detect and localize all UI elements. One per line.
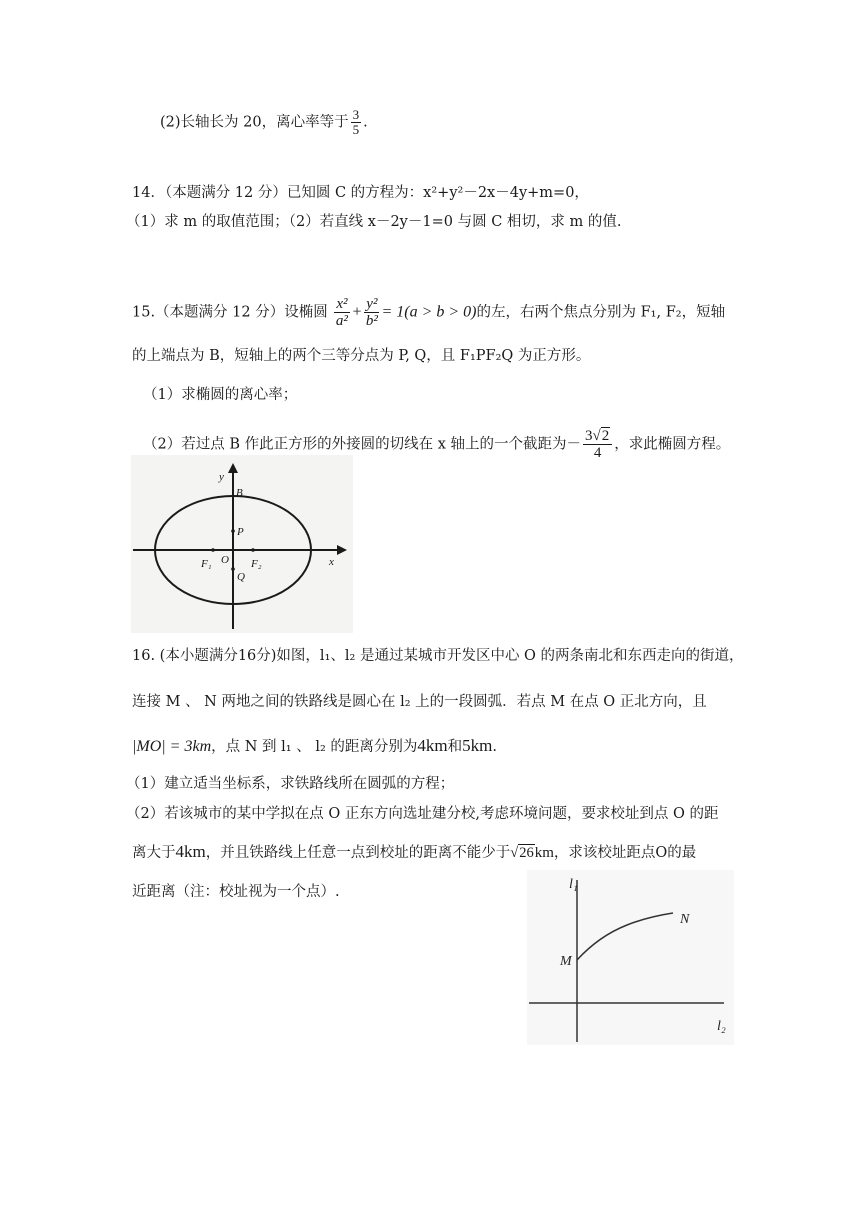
label-q: Q (237, 571, 245, 583)
label-p: P (237, 526, 244, 538)
q13-fraction (351, 108, 362, 137)
q15-eq-xfrac (334, 296, 349, 329)
q16-mo-expression: |MO| = 3km (132, 738, 212, 755)
q15-part2-radicand: 2 (601, 428, 610, 444)
q15-eq-plus: + (351, 303, 363, 321)
q15-part2-num (583, 428, 612, 445)
sqrt-symbol: √26 (510, 845, 534, 861)
q15-head: 15.（本题满分 12 分）设椭圆 (132, 304, 328, 321)
q15-eq-x-den: a² (335, 313, 348, 329)
railway-arc (577, 913, 673, 960)
label-b: B (236, 487, 243, 499)
q14-line1: 14．（本题满分 12 分）已知圆 C 的方程为：x²+y²－2x－4y+m=0， (132, 185, 589, 201)
q16-part2-a: 离大于 (132, 845, 176, 861)
ellipse-diagram (131, 455, 353, 633)
q16-part2-distance: 4km (175, 842, 206, 861)
q16-line3-mid: ，点 N 到 l₁ 、 l₂ 的距离分别为 (211, 739, 418, 755)
q13-frac-den: 5 (352, 122, 360, 137)
q16-line3-and: 和 (447, 739, 463, 755)
q15-line2: 的上端点为 B，短轴上的两个三等分点为 P, Q，且 F₁PF₂Q 为正方形。 (132, 348, 591, 364)
label-y: y (219, 471, 224, 483)
q15-eq-x-num: x² (336, 296, 348, 312)
q16-distance-1: 4km (417, 736, 448, 755)
q16-part2-c: ，求该校址距点O的最 (553, 845, 697, 861)
q13-part2-text: (2)长轴长为 20，离心率等于 (160, 114, 349, 131)
q16-line3 (132, 736, 497, 757)
x-axis-arrow (337, 545, 347, 555)
q16-line3-end: . (492, 739, 497, 755)
q15-part2-fraction (583, 428, 612, 461)
railway-figure (527, 870, 734, 1045)
q16-line1: 16. (本小题满分16分)如图，l₁、l₂ 是通过某城市开发区中心 O 的两条南北和东西走向的街道， (132, 648, 744, 664)
q15-eq-y-den: b² (365, 313, 378, 329)
q15-eq-yfrac (364, 296, 379, 329)
q13-part2-suffix: . (363, 114, 368, 131)
label-l2: l₂ (717, 1019, 726, 1034)
label-x: x (329, 556, 334, 568)
label-f1: F₁ (201, 558, 212, 570)
q15-part2-den: 4 (593, 445, 602, 461)
q15-eq-rest: = 1(a > b > 0) (381, 303, 477, 321)
q15-eq-y-num: y² (366, 296, 378, 312)
q13-frac-num: 3 (352, 107, 360, 122)
q15-part2-num-coef: 3 (585, 428, 593, 444)
q16-distance-2: 5km (462, 736, 493, 755)
q16-part1: （1）建立适当坐标系，求铁路线所在圆弧的方程； (126, 776, 455, 792)
q15-part2-text: （2）若过点 B 作此正方形的外接圆的切线在 x 轴上的一个截距为 (143, 436, 567, 453)
sqrt-symbol: √2 (592, 428, 610, 444)
q16-part2-line3: 近距离（注：校址视为一个点）. (132, 884, 340, 900)
label-o: O (221, 554, 229, 566)
q16-part2-line1: （2）若该城市的某中学拟在点 O 正东方向选址建分校,考虑环境问题，要求校址到点 O 的距 (126, 806, 719, 822)
label-n: N (680, 912, 690, 927)
point-q (231, 567, 235, 571)
q15-part2-suffix: ，求此椭圆方程。 (614, 436, 731, 453)
railway-diagram (527, 870, 734, 1045)
ellipse-figure (131, 455, 353, 633)
label-m: M (560, 954, 572, 969)
q13-part2 (160, 108, 368, 137)
label-l1: l₁ (569, 877, 578, 892)
q16-part2-line2 (132, 842, 696, 863)
q15-tail: 的左，右两个焦点分别为 F₁, F₂，短轴 (476, 304, 726, 321)
q16-part2-radicand: 26 (519, 845, 534, 861)
q16-part2-unit: km (534, 845, 554, 861)
y-axis-arrow (228, 463, 238, 473)
q16-part2-b: ，并且铁路线上任意一点到校址的距离不能少于 (205, 845, 511, 861)
q16-line2: 连接 M 、 N 两地之间的铁路线是圆心在 l₂ 上的一段圆弧．若点 M 在点 O 正北方向，且 (132, 694, 707, 710)
point-f1 (211, 548, 215, 552)
q14-line2: （1）求 m 的取值范围；（2）若直线 x－2y－1=0 与圆 C 相切，求 m 的值. (126, 214, 622, 230)
point-f2 (251, 548, 255, 552)
q15-part2-neg: － (566, 436, 581, 453)
label-f2: F₂ (251, 558, 262, 570)
q15-part1: （1）求椭圆的离心率； (143, 387, 298, 403)
q15-line1 (132, 296, 725, 329)
point-p (231, 529, 235, 533)
